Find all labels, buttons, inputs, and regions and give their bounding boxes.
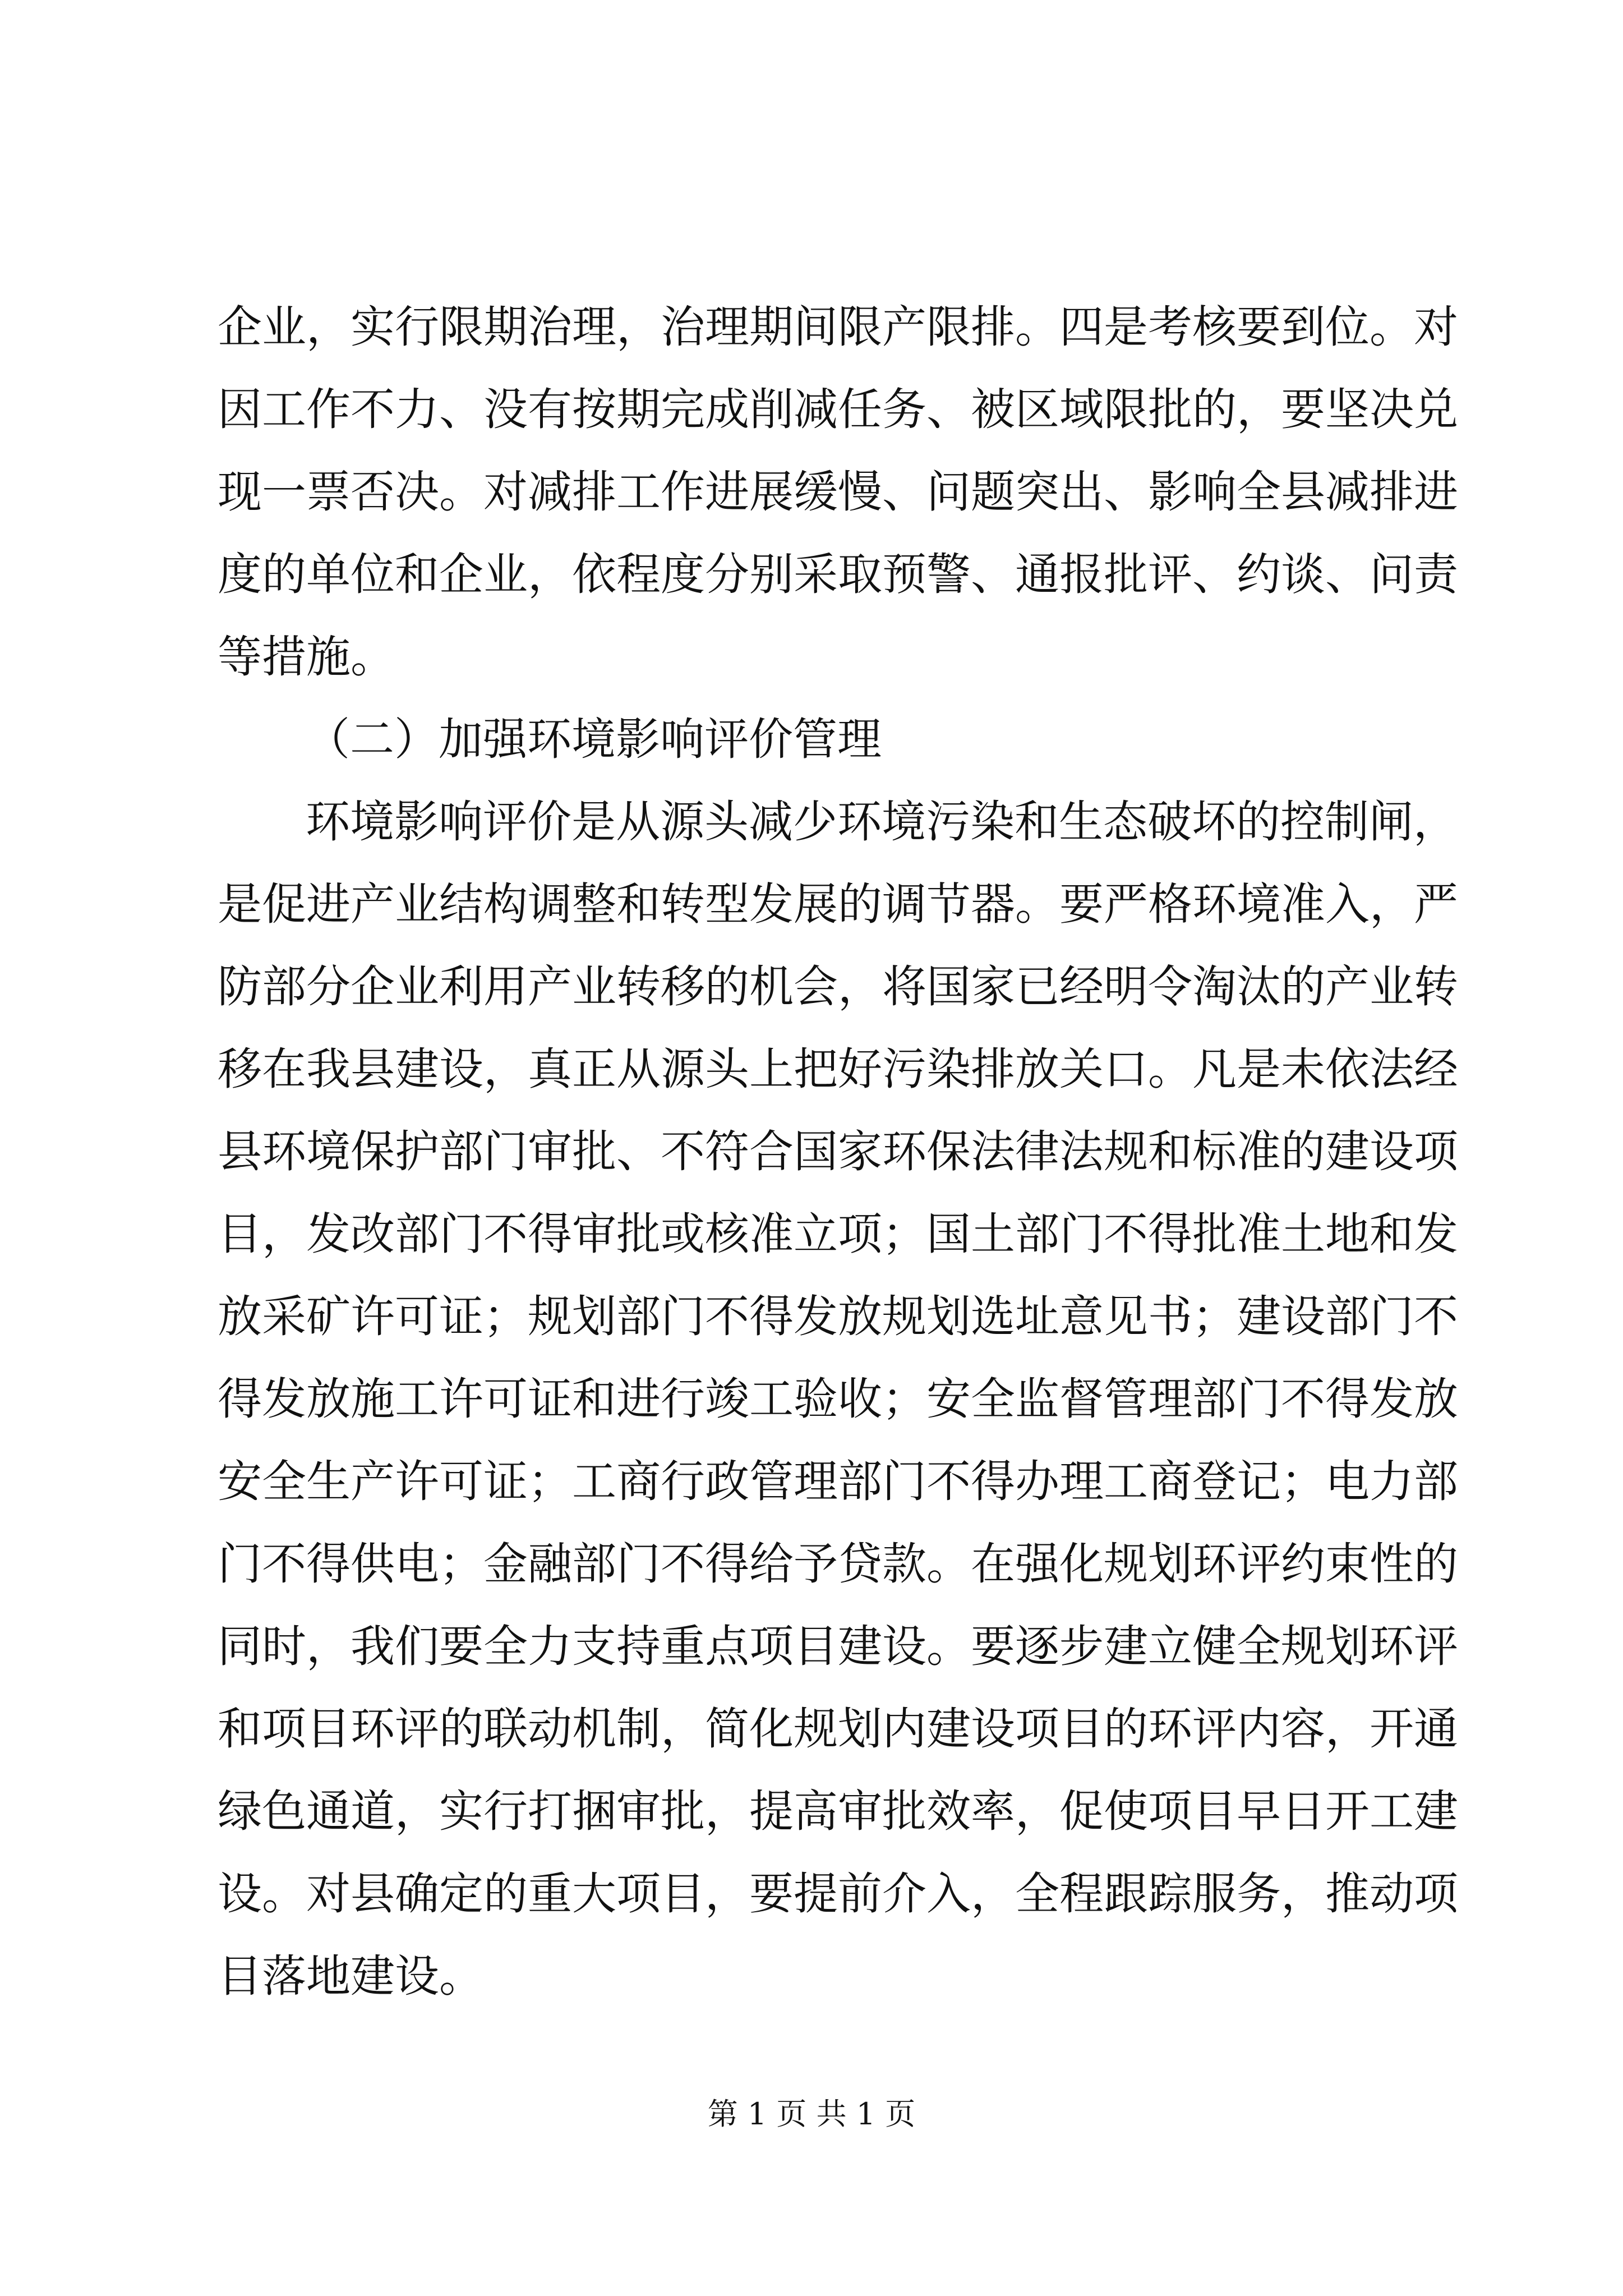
body-text-line: 和项目环评的联动机制，简化规划内建设项目的环评内容，开通 [218, 1703, 1458, 1755]
body-text-line: 移在我县建设，真正从源头上把好污染排放关口。凡是未依法经 [218, 1043, 1458, 1095]
body-text-line: 是促进产业结构调整和转型发展的调节器。要严格环境准入，严 [218, 878, 1458, 930]
body-text-line: 等措施。 [218, 631, 395, 683]
body-text-line: 县环境保护部门审批、不符合国家环保法律法规和标准的建设项 [218, 1126, 1458, 1177]
body-text-line: 因工作不力、没有按期完成削减任务、被区域限批的，要坚决兑 [218, 384, 1458, 435]
body-text-line: 放采矿许可证；规划部门不得发放规划选址意见书；建设部门不 [218, 1291, 1458, 1342]
body-text-line: 安全生产许可证；工商行政管理部门不得办理工商登记；电力部 [218, 1456, 1458, 1507]
body-text-line: 得发放施工许可证和进行竣工验收；安全监督管理部门不得发放 [218, 1373, 1458, 1425]
body-text-line: 目落地建设。 [218, 1950, 483, 2002]
body-text-line: 设。对县确定的重大项目，要提前介入，全程跟踪服务，推动项 [218, 1868, 1458, 1920]
body-text-line: 门不得供电；金融部门不得给予贷款。在强化规划环评约束性的 [218, 1538, 1458, 1590]
body-text-line: 目，发改部门不得审批或核准立项；国土部门不得批准土地和发 [218, 1208, 1458, 1260]
paragraph-first-line: 环境影响评价是从源头减少环境污染和生态破坏的控制闸， [306, 796, 1458, 848]
body-text-line: 绿色通道，实行打捆审批，提高审批效率，促使项目早日开工建 [218, 1786, 1458, 1837]
body-text-line: 企业，实行限期治理，治理期间限产限排。四是考核要到位。对 [218, 301, 1458, 353]
body-text-line: 度的单位和企业，依程度分别采取预警、通报批评、约谈、问责 [218, 549, 1458, 600]
body-text-line: 现一票否决。对减排工作进展缓慢、问题突出、影响全县减排进 [218, 466, 1458, 518]
page-number-footer: 第 1 页 共 1 页 [707, 2096, 916, 2132]
body-text-line: 同时，我们要全力支持重点项目建设。要逐步建立健全规划环评 [218, 1621, 1458, 1672]
section-heading: （二）加强环境影响评价管理 [306, 714, 882, 765]
body-text-line: 防部分企业利用产业转移的机会，将国家已经明令淘汰的产业转 [218, 961, 1458, 1013]
